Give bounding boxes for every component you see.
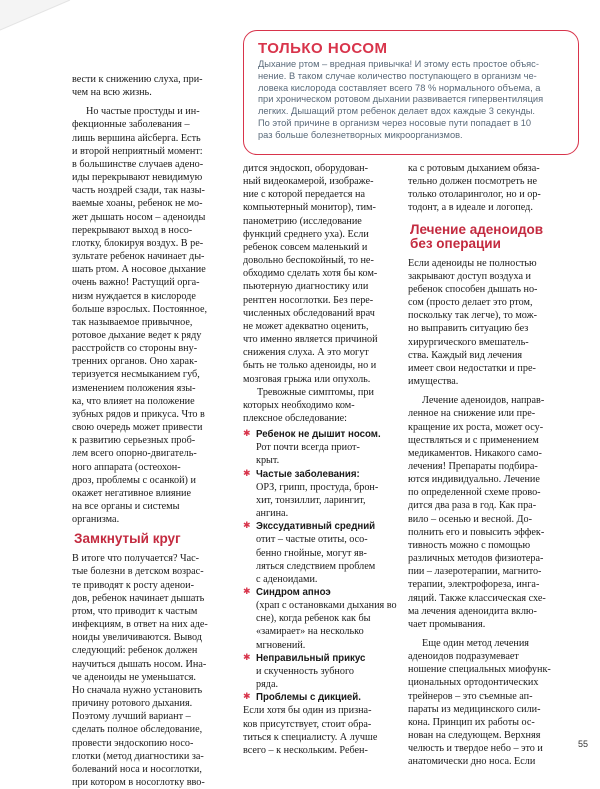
- text-line: ства. Каждый вид лечения: [408, 349, 523, 361]
- text-line: зультате ребенок начинает ды-: [72, 251, 205, 263]
- col1-paragraph-2: [72, 552, 240, 789]
- text-line: глотку, блокируя воздух. В ре-: [72, 237, 204, 249]
- text-line: провести эндоскопию носо-: [72, 737, 194, 749]
- text-line: довольно беспокойный, то не-: [243, 255, 374, 267]
- text-line: снижения слуха. А это могут: [243, 347, 369, 359]
- text-line: сделать полное обследование,: [72, 724, 203, 736]
- corner-decoration-icon: [0, 0, 70, 30]
- text-line: вести к снижению слуха, при-: [72, 74, 203, 85]
- sidebar-line: ловека кислорода составляет всего 78 % нормального объема, а: [258, 82, 541, 93]
- text-line: отит – частые отиты, осо-: [256, 534, 368, 546]
- text-line: аденоидов подразумевает: [408, 651, 519, 663]
- text-line: параты из медицинского сили-: [408, 703, 541, 715]
- text-line: Если хотя бы один из призна-: [243, 705, 372, 717]
- col2-paragraph-2: [243, 386, 401, 425]
- column-1: [72, 73, 240, 789]
- text-line: ются индивидуально. Лечение: [408, 474, 540, 486]
- text-line: ноиды увеличиваются. Вывод: [72, 632, 202, 644]
- text-line: Поэтому лучший вариант –: [72, 711, 191, 723]
- text-line: больше взрослых. Постоянное,: [72, 303, 208, 315]
- text-line: но выправить ситуацию без: [408, 323, 529, 335]
- col3-paragraph-3: [408, 394, 580, 631]
- asterisk-bullet-icon: ✱: [243, 692, 251, 703]
- text-line: что именно является причиной: [243, 334, 378, 346]
- text-line: закрывают доступ воздуха и: [408, 270, 532, 282]
- symptom-term: Экссудативный средний: [256, 521, 376, 533]
- text-line: перекрывают выход в носо-: [72, 224, 193, 236]
- text-line: ребенок способен дышать но-: [408, 283, 538, 295]
- text-line: на все органы и системы: [72, 501, 180, 512]
- text-line: сом (просто делает это ртом,: [408, 297, 533, 309]
- text-line: вило – осенью и весной. До-: [408, 513, 532, 525]
- text-line: мозговая грыжа или опухоль.: [243, 373, 371, 385]
- text-line: причину ротового дыхания.: [72, 698, 193, 710]
- text-line: окажет негативное влияние: [72, 487, 192, 499]
- text-line: организма.: [72, 514, 120, 526]
- text-line: низм нуждается в кислороде: [72, 290, 196, 302]
- text-line: рентген носоглотки. Без пере-: [243, 294, 374, 306]
- page-number: 55: [577, 739, 588, 749]
- text-line: имущества.: [408, 376, 459, 388]
- text-line: следующий: ребенок должен: [72, 645, 198, 657]
- col1-intro: [72, 73, 240, 99]
- text-line: плексное обследование:: [243, 412, 348, 424]
- list-item: [243, 428, 401, 467]
- text-line: ков присутствует, стоит обра-: [243, 718, 372, 730]
- text-line: расстройств со стороны вну-: [72, 343, 198, 355]
- text-line: теризуется несмыканием губ,: [72, 369, 200, 381]
- text-line: очень важно! Растущий орга-: [72, 277, 200, 289]
- text-line: тренних органов. Оно харак-: [72, 356, 198, 368]
- text-line: ществляться и с применением: [408, 434, 539, 446]
- symptom-term: Синдром апноэ: [256, 587, 331, 598]
- text-line: ряда.: [256, 679, 279, 691]
- sidebar-line: По этой причине в организм через носовые пути попадает в 10: [258, 117, 532, 128]
- symptom-term: Неправильный прикус: [256, 652, 366, 664]
- text-line: не может адекватно оценить,: [243, 320, 369, 332]
- text-line: компьютерный монитор), тим-: [243, 202, 376, 214]
- text-line: при котором в носоглотку вво-: [72, 776, 205, 788]
- text-line: ка с ротовым дыханием обяза-: [408, 163, 540, 174]
- text-line: панометрию (исследование: [243, 215, 362, 227]
- text-line: циональных ортодонтических: [408, 677, 539, 689]
- text-line: Еще один метод лечения: [422, 638, 529, 649]
- text-line: тодонт, а в идеале и логопед.: [408, 202, 533, 214]
- text-line: ка, что влияет на положение: [72, 395, 195, 407]
- text-line: Тревожные симптомы, при: [257, 386, 374, 398]
- text-line: дроз, проблемы с осанкой) и: [72, 474, 196, 486]
- text-line: лечения! Препараты подбира-: [408, 460, 538, 472]
- text-line: медикаментов. Никакого само-: [408, 447, 542, 459]
- text-line: зубных рядов и прикуса. Что в: [72, 408, 205, 420]
- text-line: Если аденоиды не полностью: [408, 257, 537, 269]
- text-line: имеет свои недостатки и пре-: [408, 362, 536, 374]
- sidebar-line: при хроническом ротовом дыхании развивается гипервентиляция: [258, 94, 544, 105]
- text-line: иды перекрывают невидимую: [72, 172, 203, 184]
- sidebar-line: Дыхание ртом – вредная привычка! И этому есть простое объяс-: [258, 59, 539, 69]
- list-item: [243, 520, 401, 586]
- text-line: ангина.: [256, 508, 289, 520]
- text-line: тые болезни в детском возрас-: [72, 566, 204, 578]
- text-line: В итоге что получается? Час-: [72, 553, 200, 565]
- sidebar-box: [243, 30, 579, 155]
- col3-paragraph-1: [408, 162, 580, 215]
- text-line: крыт.: [256, 455, 280, 467]
- text-line: ртом, что приводит к частым: [72, 605, 198, 617]
- text-line: кона. Принцип их работы ос-: [408, 716, 535, 728]
- text-line: тельно должен посмотреть не: [408, 176, 537, 188]
- text-line: Лечение аденоидов, направ-: [422, 395, 545, 407]
- text-line: «замирает» на несколько: [256, 626, 364, 638]
- text-line: по определенной схеме прово-: [408, 487, 541, 499]
- symptom-list: [243, 428, 401, 704]
- text-line: лем всего опорно-двигатель-: [72, 448, 197, 460]
- list-item: [243, 691, 401, 704]
- sidebar-line: нение. В таком случае количество поступающего в организм че-: [258, 70, 537, 81]
- text-line: дов, ребенок начинает дышать: [72, 592, 205, 604]
- text-line: фекционные заболевания –: [72, 119, 190, 131]
- text-line: кращение их роста, может осу-: [408, 421, 544, 433]
- text-line: бенно гнойные, могут яв-: [256, 547, 367, 559]
- text-line: ротовое дыхание ведет к ряду: [72, 329, 202, 341]
- text-line: лишь вершина айсберга. Есть: [72, 132, 201, 144]
- text-line: дится эндоскоп, оборудован-: [243, 163, 369, 174]
- text-line: пьютерную диагностику или: [243, 281, 369, 293]
- text-line: хирургического вмешатель-: [408, 336, 529, 348]
- text-line: которых необходимо ком-: [243, 399, 355, 411]
- text-line: научиться дышать носом. Ина-: [72, 658, 207, 670]
- text-line: всего – к нескольким. Ребен-: [243, 744, 368, 756]
- section-heading-treatment: [408, 223, 580, 251]
- text-line: функций среднего уха). Если: [243, 228, 369, 240]
- text-line: Рот почти всегда приот-: [256, 442, 360, 454]
- list-item: [243, 586, 401, 652]
- symptom-term: Частые заболевания:: [256, 468, 360, 480]
- text-line: мгновений.: [256, 639, 306, 651]
- list-item: [243, 468, 401, 521]
- asterisk-bullet-icon: ✱: [243, 652, 251, 663]
- text-line: инфекциям, в ответ на них аде-: [72, 619, 208, 631]
- text-line: ваемые хоаны, ребенок не мо-: [72, 198, 203, 210]
- text-line: пии – лазеротерапии, магнито-: [408, 566, 542, 578]
- text-line: чем на всю жизнь.: [72, 87, 152, 99]
- text-line: сне), когда ребенок как бы: [256, 613, 371, 625]
- text-line: титься к специалисту. А лучше: [243, 731, 378, 743]
- text-line: в большинстве случаев адено-: [72, 158, 204, 170]
- text-line: дится два раза в год. Как пра-: [408, 500, 537, 512]
- column-3: [408, 162, 580, 769]
- asterisk-bullet-icon: ✱: [243, 521, 251, 532]
- heading-text: Лечение аденоидов: [410, 221, 544, 237]
- text-line: только отоларинголог, но и ор-: [408, 189, 541, 201]
- text-line: изменением положения язы-: [72, 382, 196, 394]
- text-line: ного аппарата (остеохон-: [72, 461, 181, 473]
- text-line: ние с которой передается на: [243, 189, 366, 201]
- asterisk-bullet-icon: ✱: [243, 587, 251, 597]
- symptom-term: Ребенок не дышит носом.: [256, 429, 381, 441]
- sidebar-line: легких. Дышащий ртом ребенок делает вдох каждые 3 секунды.: [258, 106, 536, 117]
- list-item: [243, 652, 401, 691]
- text-line: трейнеров – это съемные ап-: [408, 690, 533, 702]
- text-line: и скученность зубного: [256, 665, 354, 677]
- text-line: ляться следствием проблем: [256, 560, 376, 572]
- text-line: ма лечения аденоидита вклю-: [408, 605, 537, 617]
- text-line: ребенок совсем маленький и: [243, 241, 368, 253]
- text-line: челюсть и твердое небо – это и: [408, 743, 543, 755]
- text-line: (храп с остановками дыхания во: [256, 600, 397, 612]
- text-line: ляций. Также классическая схе-: [408, 592, 546, 604]
- text-line: терапии, электрофореза, инга-: [408, 579, 540, 591]
- sidebar-body: [258, 59, 566, 142]
- text-line: ленное на снижение или пре-: [408, 408, 536, 420]
- symptom-term: Проблемы с дикцией.: [256, 692, 361, 704]
- text-line: численных обследований врач: [243, 307, 375, 319]
- col1-paragraph-1: [72, 105, 240, 526]
- col3-paragraph-2: [408, 257, 580, 389]
- text-line: глотки (метод диагностики за-: [72, 750, 204, 762]
- text-line: различных методов физиотера-: [408, 553, 544, 565]
- text-line: часть ноздрей сзади, так назы-: [72, 185, 205, 197]
- text-line: ношение специальных миофунк-: [408, 664, 551, 676]
- section-heading-closed-circle: [72, 532, 240, 546]
- text-line: ОРЗ, грипп, простуда, брон-: [256, 481, 379, 493]
- text-line: анатомически дно носа. Если: [408, 756, 536, 768]
- text-line: так называемое привычное,: [72, 316, 193, 328]
- text-line: болеваний носа и носоглотки,: [72, 763, 202, 775]
- text-line: те приводят к росту аденои-: [72, 579, 194, 591]
- asterisk-bullet-icon: ✱: [243, 468, 251, 479]
- text-line: Но частые простуды и ин-: [86, 106, 200, 118]
- heading-text: без операции: [410, 235, 501, 251]
- text-line: полнить его и повысить эффек-: [408, 526, 545, 538]
- text-line: свою очередь может привести: [72, 422, 203, 434]
- text-line: ный видеокамерой, изображе-: [243, 176, 374, 188]
- asterisk-bullet-icon: ✱: [243, 429, 251, 440]
- text-line: с аденоидами.: [256, 573, 318, 585]
- text-line: к развитию серьезных проб-: [72, 435, 196, 447]
- sidebar-line: раз больше болезнетворных микроорганизмов.: [258, 129, 463, 140]
- col2-paragraph-3: [243, 704, 401, 757]
- col2-paragraph-1: [243, 162, 401, 386]
- text-line: хит, тонзиллит, ларингит,: [256, 494, 366, 506]
- col3-paragraph-4: [408, 637, 580, 769]
- heading-text: Замкнутый круг: [74, 531, 181, 547]
- text-line: тивность можно с помощью: [408, 539, 531, 551]
- text-line: че аденоиды не уменьшатся.: [72, 671, 196, 683]
- sidebar-title: ТОЛЬКО НОСОМ: [258, 40, 388, 57]
- text-line: Но сначала нужно установить: [72, 684, 203, 696]
- text-line: жет дышать носом – аденоиды: [72, 211, 206, 223]
- text-line: поскольку так легче), то мож-: [408, 310, 538, 322]
- text-line: обходимо сделать хотя бы ком-: [243, 268, 378, 280]
- text-line: и второй неприятный момент:: [72, 145, 203, 157]
- text-line: шать ртом. А носовое дыхание: [72, 264, 206, 276]
- text-line: чает промывания.: [408, 618, 486, 630]
- column-2: [243, 162, 401, 757]
- text-line: быть не только аденоиды, но и: [243, 360, 377, 372]
- text-line: нован на следующем. Верхняя: [408, 730, 541, 742]
